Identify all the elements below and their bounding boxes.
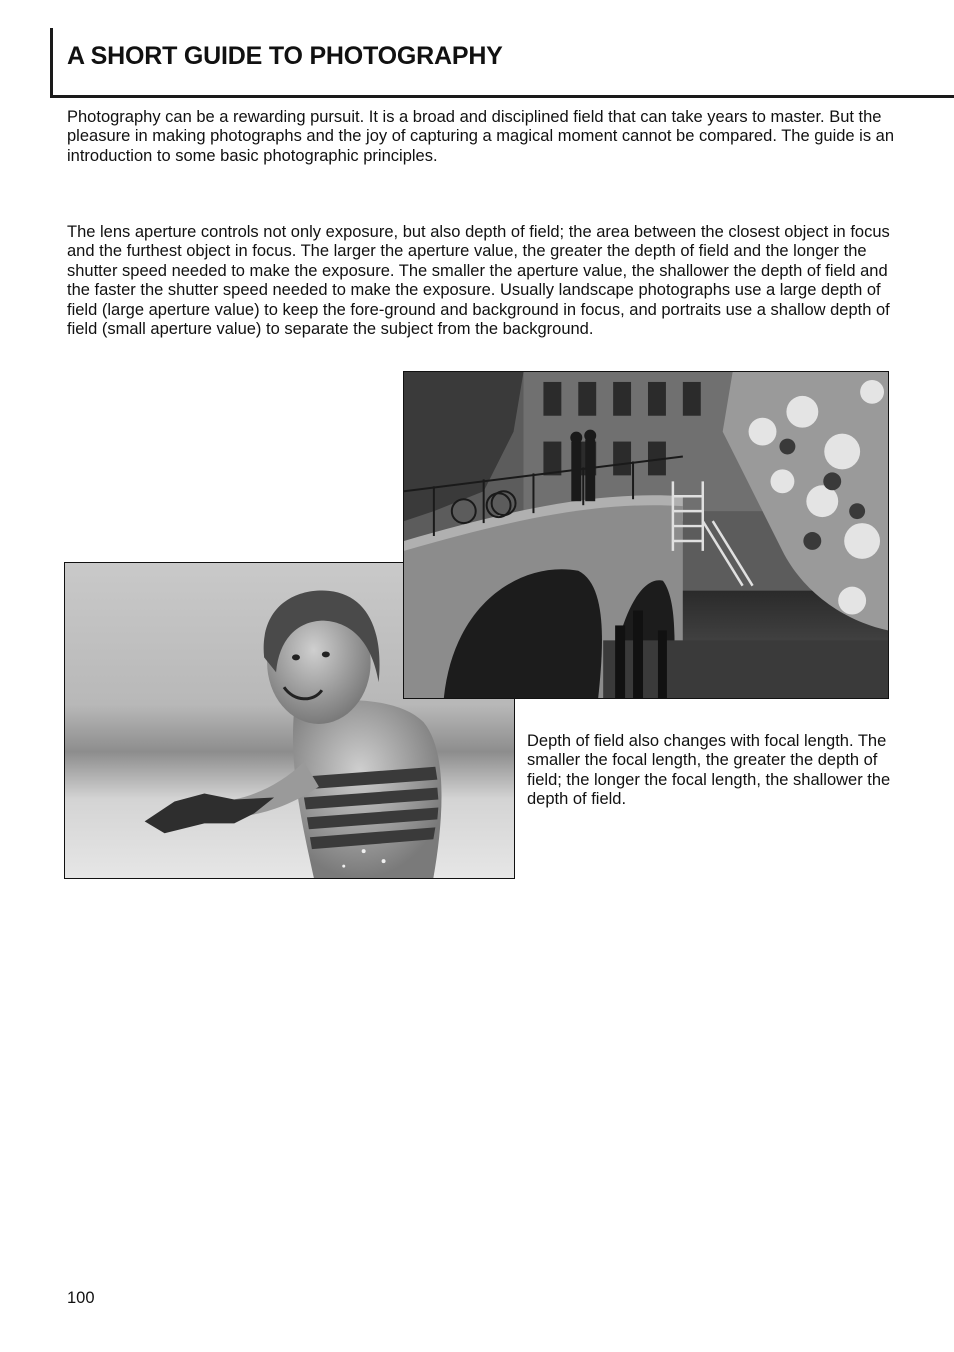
bridge-over-canal-photo [403, 371, 889, 699]
page-number: 100 [67, 1289, 95, 1307]
intro-paragraph: Photography can be a rewarding pursuit. It is a broad and disciplined field that can take years to master. But the pleasure in making photographs and the joy of capturing a magical moment cannot be compared. The guide is an introduction to some basic photographic principles. [67, 108, 895, 165]
header-horizontal-rule [50, 95, 954, 98]
page-title: A SHORT GUIDE TO PHOTOGRAPHY [67, 42, 503, 70]
focal-length-paragraph: Depth of field also changes with focal length. The smaller the focal length, the greater the depth of field; the longer the focal length, the shallower the depth of field. [527, 732, 891, 809]
aperture-paragraph: The lens aperture controls not only exposure, but also depth of field; the area between the closest object in focus and the furthest object in focus. The larger the aperture value, the greater the depth of field and the longer the shutter speed needed to make the exposure. The smaller the aperture value, the shallower the depth of field and the faster the shutter speed needed to make the exposure. Usually landscape photographs use a large depth of field (large aperture value) to keep the fore-ground and background in focus, and portraits use a shallow depth of field (small aperture value) to separate the subject from the background. [67, 223, 890, 339]
bridge-photo-image [404, 372, 888, 698]
header-vertical-rule [50, 28, 53, 96]
